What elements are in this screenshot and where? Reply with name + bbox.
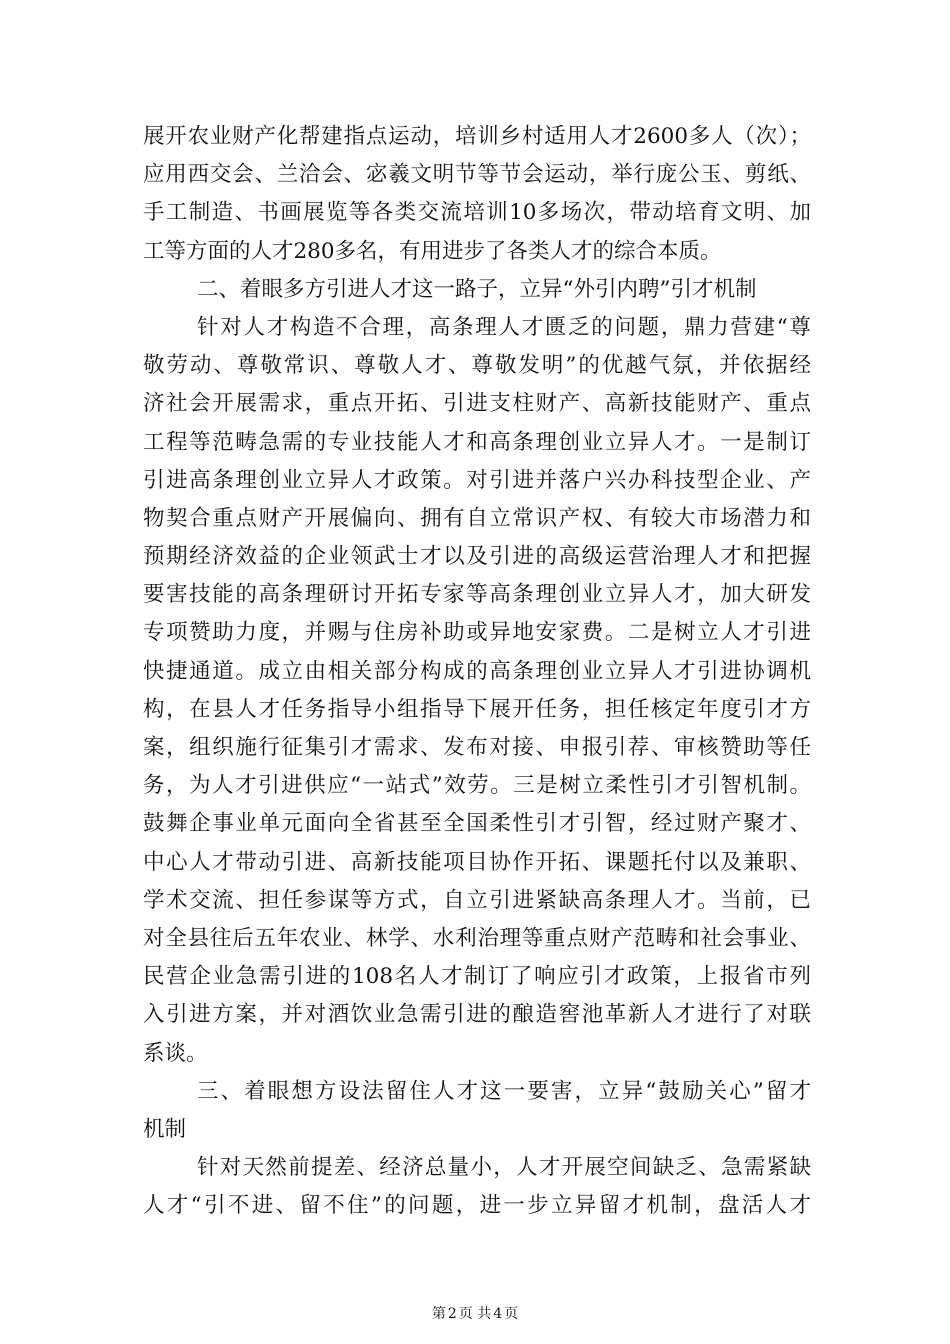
footer-suffix: 页 xyxy=(504,1306,519,1322)
section-heading-continued: 机制 xyxy=(143,1116,187,1142)
text-line: 物契合重点财产开展偏向、拥有自立常识产权、有较大市场潜力和 xyxy=(143,505,811,531)
text-line: 务，为人才引进供应“一站式”效劳。三是树立柔性引才引智机制。 xyxy=(143,773,811,799)
text-line: 中心人才带动引进、高新技能项目协作开拓、课题托付以及兼职、 xyxy=(143,849,811,875)
text-line: 工等方面的人才280多名，有用进步了各类人才的综合本质。 xyxy=(143,238,722,264)
text-line: 入引进方案，并对酒饮业急需引进的酿造窖池革新人才进行了对联 xyxy=(143,1002,811,1028)
text-line: 针对人才构造不合理，高条理人才匮乏的问题，鼎力营建“尊 xyxy=(197,314,811,340)
text-line: 手工制造、书画展览等各类交流培训10多场次，带动培育文明、加 xyxy=(143,200,811,226)
text-line: 系谈。 xyxy=(143,1040,208,1066)
text-line: 工程等范畴急需的专业技能人才和高条理创业立异人才。一是制订 xyxy=(143,429,811,455)
text-line: 构，在县人才任务指导小组指导下展开任务，担任核定年度引才方 xyxy=(143,696,811,722)
section-heading: 二、着眼多方引进人才这一路子，立异“外引内聘”引才机制 xyxy=(197,276,757,302)
page-footer xyxy=(0,1305,950,1323)
text-line: 民营企业急需引进的108名人才制订了响应引才政策，上报省市列 xyxy=(143,964,811,990)
document-body xyxy=(143,118,811,1225)
total-page-number: 4 xyxy=(493,1306,503,1322)
text-line: 学术交流、担任参谋等方式，自立引进紧缺高条理人才。当前，已 xyxy=(143,887,811,913)
text-line: 济社会开展需求，重点开拓、引进支柱财产、高新技能财产、重点 xyxy=(143,391,811,417)
text-line: 对全县往后五年农业、林学、水利治理等重点财产范畴和社会事业、 xyxy=(143,925,811,951)
text-line: 人才“引不进、留不住”的问题，进一步立异留才机制，盘活人才 xyxy=(143,1193,811,1219)
text-line: 引进高条理创业立异人才政策。对引进并落户兴办科技型企业、产 xyxy=(143,467,811,493)
text-line: 针对天然前提差、经济总量小，人才开展空间缺乏、急需紧缺 xyxy=(197,1155,811,1181)
text-line: 展开农业财产化帮建指点运动，培训乡村适用人才2600多人（次）； xyxy=(143,124,812,149)
text-line: 专项赞助力度，并赐与住房补助或异地安家费。二是树立人才引进 xyxy=(143,620,811,646)
text-line: 案，组织施行征集引才需求、发布对接、申报引荐、审核赞助等任 xyxy=(143,735,811,760)
current-page-number: 2 xyxy=(447,1306,457,1322)
text-line: 要害技能的高条理研讨开拓专家等高条理创业立异人才，加大研发 xyxy=(143,582,811,608)
text-line: 鼓舞企事业单元面向全省甚至全国柔性引才引智，经过财产聚才、 xyxy=(143,811,811,837)
text-line: 应用西交会、兰洽会、宓羲文明节等节会运动，举行庞公玉、剪纸、 xyxy=(143,162,811,188)
text-line: 预期经济效益的企业领武士才以及引进的高级运营治理人才和把握 xyxy=(143,544,811,570)
text-line: 快捷通道。成立由相关部分构成的高条理创业立异人才引进协调机 xyxy=(143,658,811,684)
text-line: 敬劳动、尊敬常识、尊敬人才、尊敬发明”的优越气氛，并依据经 xyxy=(143,353,811,379)
section-heading: 三、着眼想方设法留住人才这一要害，立异“鼓励关心”留才 xyxy=(197,1078,811,1104)
footer-middle: 页 共 xyxy=(458,1306,492,1322)
footer-prefix: 第 xyxy=(431,1306,446,1322)
